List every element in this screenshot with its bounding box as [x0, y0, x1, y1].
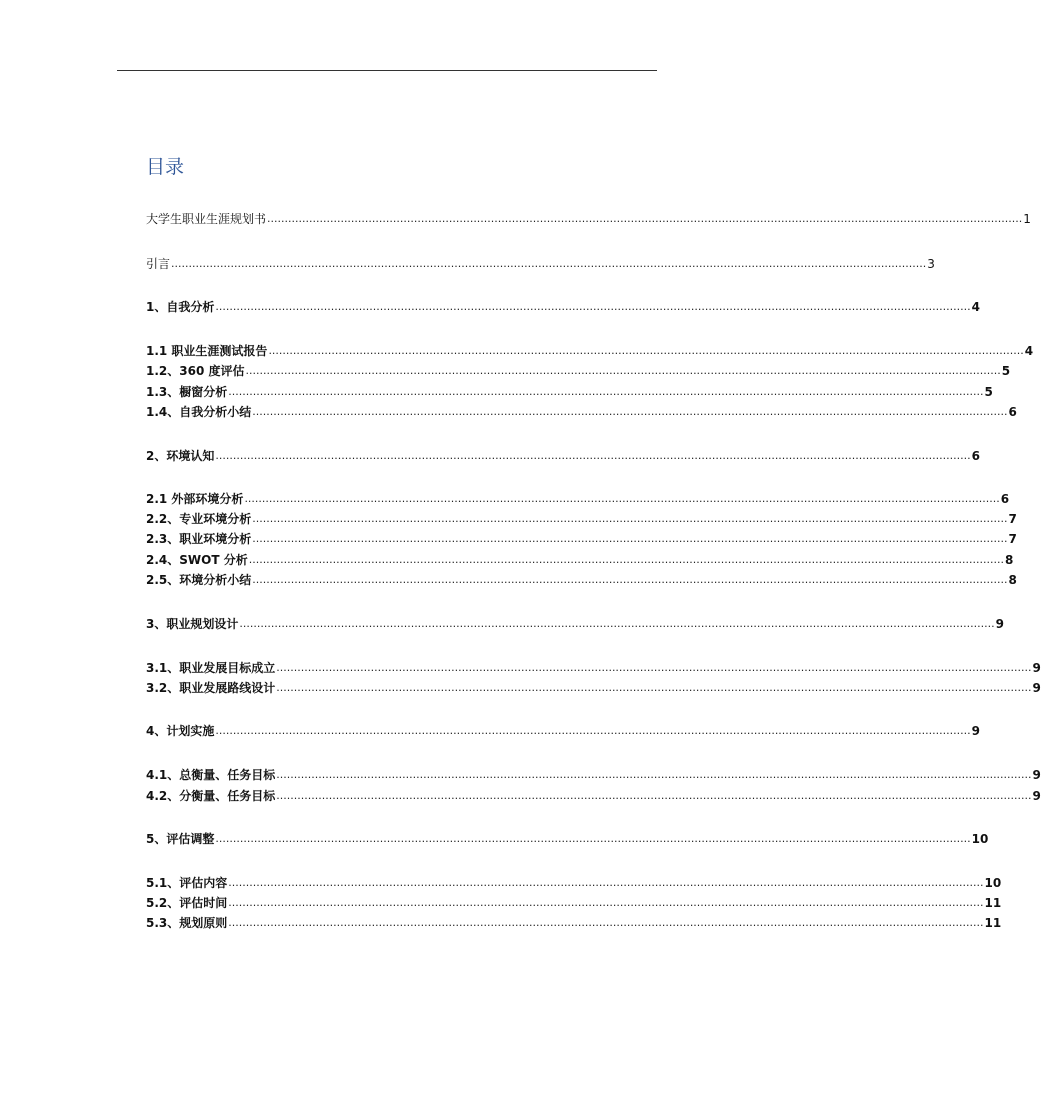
toc-entry-label: 3.1、职业发展目标成立 [146, 661, 276, 675]
toc-leader: ........................................................................................................................................................................................................................ [252, 573, 1008, 586]
toc-leader: ........................................................................................................................................................................................................................ [228, 896, 984, 909]
toc-entry[interactable] [146, 915, 1002, 931]
toc-entry[interactable] [146, 875, 1002, 891]
toc-entry-label: 1.3、橱窗分析 [146, 385, 228, 399]
toc-entry-page: 9 [1032, 789, 1041, 803]
toc-leader: ........................................................................................................................................................................................................................ [268, 344, 1024, 357]
toc-entry-label: 3.2、职业发展路线设计 [146, 681, 276, 695]
toc-entry-page: 6 [971, 449, 980, 463]
toc-entry[interactable] [146, 343, 1034, 359]
toc-leader: ........................................................................................................................................................................................................................ [228, 876, 984, 889]
toc-leader: ........................................................................................................................................................................................................................ [245, 364, 1001, 377]
toc-entry-label: 3、职业规划设计 [146, 617, 239, 631]
toc-entry[interactable] [146, 831, 989, 847]
toc-entry-label: 2、环境认知 [146, 449, 215, 463]
toc-entry[interactable] [146, 404, 1017, 420]
toc-leader: ........................................................................................................................................................................................................................ [228, 385, 984, 398]
toc-entry-page: 9 [1032, 681, 1041, 695]
toc-entry[interactable] [146, 767, 1041, 783]
toc-entry-label: 4.2、分衡量、任务目标 [146, 789, 276, 803]
toc-entry[interactable] [146, 299, 980, 315]
toc-entry-label: 1.1 职业生涯测试报告 [146, 344, 268, 358]
toc-entry-page: 11 [984, 896, 1002, 910]
toc-entry-label: 2.2、专业环境分析 [146, 512, 252, 526]
toc-entry-page: 5 [1001, 364, 1011, 378]
toc-entry-label: 4.1、总衡量、任务目标 [146, 768, 276, 782]
toc-entry[interactable] [146, 895, 1002, 911]
toc-leader: ........................................................................................................................................................................................................................ [215, 449, 971, 462]
toc-leader: ........................................................................................................................................................................................................................ [215, 300, 971, 313]
toc-entry-page: 1 [1023, 212, 1031, 226]
toc-entry-page: 8 [1008, 573, 1017, 587]
toc-entry[interactable] [146, 680, 1041, 696]
toc-leader: ........................................................................................................................................................................................................................ [276, 789, 1032, 802]
toc-entry-label: 1.4、自我分析小结 [146, 405, 252, 419]
toc-entry[interactable] [146, 211, 1031, 227]
toc-leader: ........................................................................................................................................................................................................................ [171, 257, 927, 270]
toc-leader: ........................................................................................................................................................................................................................ [276, 661, 1032, 674]
toc-entry-label: 4、计划实施 [146, 724, 215, 738]
toc-entry[interactable] [146, 256, 935, 272]
toc-entry[interactable] [146, 384, 993, 400]
toc-entry-page: 6 [1000, 492, 1010, 506]
toc-entry-label: 引言 [146, 257, 171, 271]
toc-leader: ........................................................................................................................................................................................................................ [267, 212, 1023, 225]
toc-entry-page: 7 [1008, 512, 1017, 526]
toc-leader: ........................................................................................................................................................................................................................ [252, 405, 1008, 418]
toc-entry-page: 4 [971, 300, 980, 314]
toc-entry[interactable] [146, 511, 1017, 527]
toc-entry[interactable] [146, 552, 1014, 568]
toc-entry[interactable] [146, 363, 1011, 379]
toc-entry-page: 10 [971, 832, 989, 846]
toc-entry-label: 2.1 外部环境分析 [146, 492, 244, 506]
toc-leader: ........................................................................................................................................................................................................................ [276, 681, 1032, 694]
toc-leader: ........................................................................................................................................................................................................................ [215, 832, 971, 845]
toc-entry[interactable] [146, 448, 980, 464]
toc-leader: ........................................................................................................................................................................................................................ [228, 916, 984, 929]
toc-entry[interactable] [146, 616, 1004, 632]
toc-entry[interactable] [146, 788, 1041, 804]
toc-entry[interactable] [146, 723, 980, 739]
toc-entry-label: 2.3、职业环境分析 [146, 532, 252, 546]
toc-entry-label: 2.5、环境分析小结 [146, 573, 252, 587]
toc-entry-page: 9 [1032, 768, 1041, 782]
toc-entry[interactable] [146, 531, 1017, 547]
toc-entry[interactable] [146, 491, 1010, 507]
toc-leader: ........................................................................................................................................................................................................................ [239, 617, 995, 630]
toc-entry-page: 11 [984, 916, 1002, 930]
toc-leader: ........................................................................................................................................................................................................................ [244, 492, 1000, 505]
toc-entry-label: 2.4、SWOT 分析 [146, 553, 248, 567]
toc-entry-label: 5、评估调整 [146, 832, 215, 846]
toc-entry-label: 1.2、360 度评估 [146, 364, 245, 378]
toc-entry-page: 7 [1008, 532, 1017, 546]
toc-entry-page: 8 [1004, 553, 1014, 567]
header-rule [117, 70, 657, 71]
toc-leader: ........................................................................................................................................................................................................................ [252, 512, 1008, 525]
toc-entry[interactable] [146, 660, 1041, 676]
toc-title: 目录 [146, 156, 185, 178]
toc-leader: ........................................................................................................................................................................................................................ [276, 768, 1032, 781]
toc-entry-page: 10 [984, 876, 1002, 890]
toc-leader: ........................................................................................................................................................................................................................ [248, 553, 1004, 566]
toc-leader: ........................................................................................................................................................................................................................ [215, 724, 971, 737]
toc-entry[interactable] [146, 572, 1017, 588]
toc-entry-page: 6 [1008, 405, 1017, 419]
toc-entry-page: 5 [984, 385, 993, 399]
toc-entry-label: 5.1、评估内容 [146, 876, 228, 890]
toc-entry-page: 4 [1024, 344, 1034, 358]
toc-entry-page: 9 [1032, 661, 1041, 675]
toc-entry-page: 9 [995, 617, 1004, 631]
toc-entry-page: 3 [927, 257, 935, 271]
toc-entry-page: 9 [971, 724, 980, 738]
toc-entry-label: 5.3、规划原则 [146, 916, 228, 930]
toc-entry-label: 大学生职业生涯规划书 [146, 212, 267, 226]
toc-entry-label: 5.2、评估时间 [146, 896, 228, 910]
toc-leader: ........................................................................................................................................................................................................................ [252, 532, 1008, 545]
toc-entry-label: 1、自我分析 [146, 300, 215, 314]
